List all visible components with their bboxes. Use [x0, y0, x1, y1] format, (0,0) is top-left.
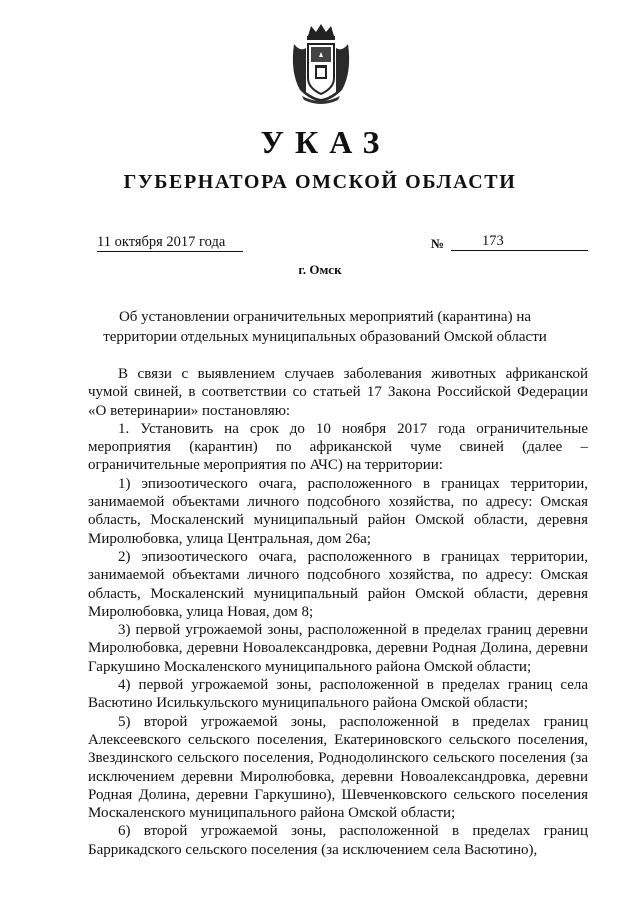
paragraph: 6) второй угрожаемой зоны, расположенной в пределах границ Баррикадского сельского поселения (за исключением села Васютино),: [88, 823, 588, 858]
document-date: 11 октября 2017 года: [97, 233, 243, 252]
omsk-coat-of-arms-icon: [286, 22, 356, 104]
paragraph: В связи с выявлением случаев заболевания животных африканской чумой свиней, в соответствии со статьей 17 Закона Российской Федерации «О ветеринарии» постановляю:: [88, 366, 588, 419]
document-title: УКАЗ: [260, 124, 391, 160]
document-body: [88, 365, 588, 859]
paragraph: 1) эпизоотического очага, расположенного в границах территории, занимаемой объектами личного подсобного хозяйства, по адресу: Омская область, Москаленский муниципальный район Омской области, деревня Миролюбовка, улица Центральная, дом 26а;: [88, 475, 588, 547]
document-number: 173: [451, 232, 588, 251]
paragraph: 2) эпизоотического очага, расположенного в границах территории, занимаемой объектами личного подсобного хозяйства, по адресу: Омская область, Москаленский муниципальный район Омской области, деревня Миролюбовка, улица Новая, дом 8;: [88, 548, 588, 620]
number-sign: №: [431, 236, 445, 251]
document-subtitle: ГУБЕРНАТОРА ОМСКОЙ ОБЛАСТИ: [123, 171, 517, 193]
paragraph: 1. Установить на срок до 10 ноября 2017 года ограничительные мероприятия (карантин) по африканской чуме свиней (далее – ограничительные мероприятия по АЧС) на территории:: [88, 420, 588, 474]
document-heading: Об установлении ограничительных мероприятий (карантина) на территории отдельных муниципальных образований Омской области: [103, 309, 547, 345]
paragraph: 3) первой угрожаемой зоны, расположенной в пределах границ деревни Миролюбовка, деревни Новоалександровка, деревни Родная Долина, деревни Гаркушино Москаленского муниципального района Омской области;: [88, 622, 588, 675]
paragraph: 4) первой угрожаемой зоны, расположенной в пределах границ села Васютино Исилькульского муниципального района Омской области;: [88, 677, 588, 712]
paragraph: 5) второй угрожаемой зоны, расположенной в пределах границ Алексеевского сельского поселения, Екатериновского сельского поселения, Звездинского сельского поселения, Роднодолинского сельского поселения (за исключением деревни Миролюбовка, деревни Новоалександровка, деревни Родная Долина, деревни Гаркушино), Шевченковского сельского поселения Москаленского муниципального района Омской области;: [88, 713, 588, 822]
document-city: г. Омск: [298, 262, 342, 277]
